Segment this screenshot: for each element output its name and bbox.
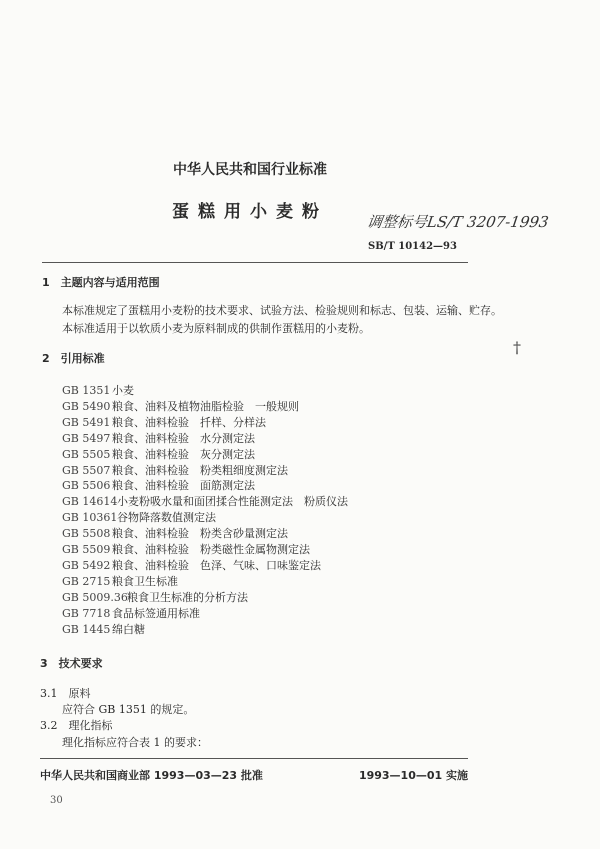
reference-title: 绵白糖 xyxy=(112,622,145,636)
reference-title: 粮食、油料检验 面筋测定法 xyxy=(112,479,255,493)
reference-code: GB 5507 xyxy=(62,463,111,477)
reference-item xyxy=(62,544,310,555)
section-3-heading: 3 技术要求 xyxy=(40,657,103,670)
section-1-heading: 1 主题内容与适用范围 xyxy=(42,276,160,289)
reference-item xyxy=(62,417,266,428)
reference-item xyxy=(62,560,321,571)
reference-code: GB 5497 xyxy=(62,431,111,445)
footer-divider xyxy=(40,758,468,759)
reference-title: 粮食、油料检验 扦样、分样法 xyxy=(112,415,266,429)
reference-code: GB 10361 xyxy=(62,511,118,525)
reference-title: 粮食、油料检验 粉类粗细度测定法 xyxy=(112,463,288,477)
reference-code: GB 5506 xyxy=(62,479,111,493)
reference-title: 谷物降落数值测定法 xyxy=(117,511,216,525)
reference-item xyxy=(62,401,299,412)
section-1-paragraph: 本标准规定了蛋糕用小麦粉的技术要求、试验方法、检验规则和标志、包装、运输、贮存。 xyxy=(62,304,502,317)
reference-code: GB 5509 xyxy=(62,543,111,556)
section-2-heading: 2 引用标准 xyxy=(42,352,105,365)
reference-item xyxy=(62,592,248,603)
reference-title: 粮食卫生标准的分析方法 xyxy=(127,590,248,604)
reference-code: GB 5009.36 xyxy=(62,590,128,604)
standard-category: 中华人民共和国行业标准 xyxy=(173,162,327,178)
reference-item xyxy=(62,480,255,491)
subsection-3-1-heading: 3.1 原料 xyxy=(40,687,91,700)
reference-item xyxy=(62,528,288,539)
reference-title: 粮食卫生标准 xyxy=(112,574,178,588)
document-title: 蛋糕用小麦粉 xyxy=(172,202,328,222)
reference-item xyxy=(62,576,178,587)
section-1-paragraph: 本标准适用于以软质小麦为原料制成的供制作蛋糕用的小麦粉。 xyxy=(62,322,370,335)
approval-line: 中华人民共和国商业部 1993—03—23 批准 xyxy=(40,769,263,782)
reference-code: GB 5505 xyxy=(62,447,111,461)
header-divider xyxy=(42,262,468,263)
reference-code: GB 7718 xyxy=(62,606,111,620)
reference-title: 食品标签通用标准 xyxy=(112,606,200,620)
reference-title: 粮食、油料及植物油脂检验 一般规则 xyxy=(112,399,299,413)
reference-item xyxy=(62,496,348,507)
handwritten-note: 调整标号LS/T 3207-1993 xyxy=(365,213,550,231)
subsection-3-2-text: 理化指标应符合表 1 的要求： xyxy=(62,736,208,749)
reference-code: GB 5508 xyxy=(62,527,111,541)
effective-date: 1993—10—01 实施 xyxy=(358,769,468,782)
reference-code: GB 14614 xyxy=(62,495,118,509)
subsection-3-2-heading: 3.2 理化指标 xyxy=(40,719,113,732)
reference-title: 粮食、油料检验 灰分测定法 xyxy=(112,447,255,461)
reference-item xyxy=(62,433,255,444)
reference-title: 粮食、油料检验 粉类磁性金属物测定法 xyxy=(112,543,310,556)
reference-code: GB 5490 xyxy=(62,399,111,413)
reference-code: GB 1445 xyxy=(62,622,111,636)
reference-item xyxy=(62,608,200,619)
reference-code: GB 2715 xyxy=(62,574,111,588)
page-number: 30 xyxy=(50,795,63,806)
reference-item xyxy=(62,465,288,476)
reference-title: 粮食、油料检验 粉类含砂量测定法 xyxy=(112,527,288,541)
reference-title: 小麦粉吸水量和面团揉合性能测定法 粉质仪法 xyxy=(117,495,348,509)
reference-item xyxy=(62,385,134,396)
reference-item xyxy=(62,512,216,523)
reference-code: GB 5492 xyxy=(62,558,111,572)
reference-code: GB 5491 xyxy=(62,415,111,429)
reference-item xyxy=(62,624,145,635)
margin-mark: † xyxy=(513,338,521,357)
reference-item xyxy=(62,449,255,460)
subsection-3-1-text: 应符合 GB 1351 的规定。 xyxy=(62,703,195,716)
reference-title: 小麦 xyxy=(112,384,134,397)
reference-title: 粮食、油料检验 水分测定法 xyxy=(112,431,255,445)
standard-code: SB/T 10142—93 xyxy=(368,241,457,252)
reference-code: GB 1351 xyxy=(62,384,111,397)
reference-title: 粮食、油料检验 色泽、气味、口味鉴定法 xyxy=(112,558,321,572)
